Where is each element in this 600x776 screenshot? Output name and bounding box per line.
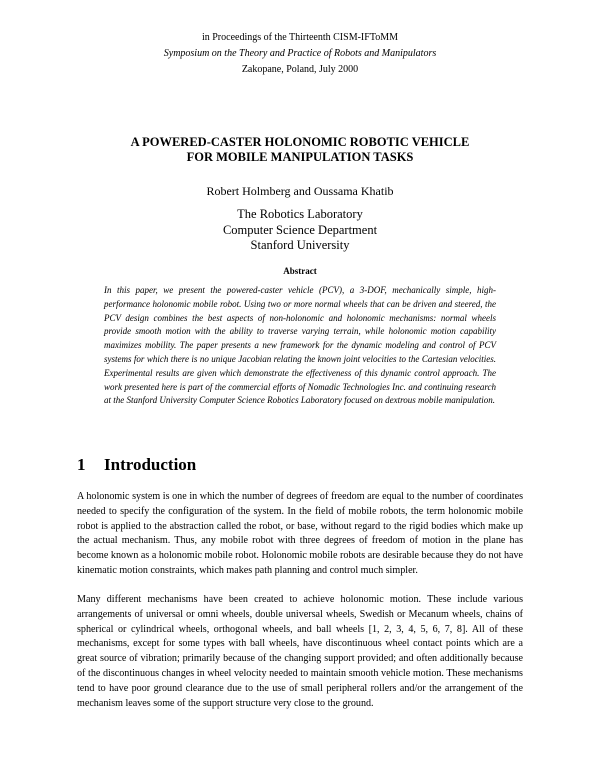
section-heading <box>77 455 196 475</box>
abstract-text: In this paper, we present the powered-caster vehicle (PCV), a 3-DOF, mechanically simple, high-performance holonomic mobile robot. Using two or more normal wheels that can be driven and steered, the PCV design combines the best aspects of non-holonomic and holonomic mechanisms: normal wheels provide smooth motion with the ability to traverse varying terrain, while holonomic motion capability maximizes mobility. The paper presents a new framework for the dynamic modeling and control of PCV systems for which there is no unique Jacobian relating the known joint velocities to the Cartesian velocities. Experimental results are given which demonstrate the effectiveness of this dynamic control approach. The work presented here is part of the commercial efforts of Nomadic Technologies Inc. and continuing research at the Stanford University Computer Science Robotics Laboratory focused on dextrous mobile manipulation. <box>104 285 496 406</box>
affiliation-line-1: The Robotics Laboratory <box>237 207 363 221</box>
header-line-2: Symposium on the Theory and Practice of Robots and Manipulators <box>163 48 437 59</box>
affiliation <box>0 207 600 254</box>
title-line-2: FOR MOBILE MANIPULATION TASKS <box>186 150 414 164</box>
body-paragraph-2: Many different mechanisms have been created to achieve holonomic motion. These include various arrangements of universal or omni wheels, double universal wheels, Swedish or Mecanum wheels, chains of spherical or cylindrical wheels, orthogonal wheels, and ball wheels [1, 2, 3, 4, 5, 6, 7, 8]. All of these mechanisms, except for some types with ball wheels, have discontinuous wheel contact points which are a great source of vibration; primarily because of the changing support provided; and often additionally because of the discontinuous changes in wheel velocity needed to maintain smooth vehicle motion. These mechanisms tend to have poor ground clearance due to the use of small peripheral rollers and/or the arrangement of the mechanism leaves some of the support structure very close to the ground. <box>77 594 523 709</box>
header-line-3: Zakopane, Poland, July 2000 <box>241 64 359 75</box>
proceedings-header <box>0 30 600 78</box>
affiliation-line-3: Stanford University <box>250 238 350 252</box>
section-title: Introduction <box>104 455 197 474</box>
affiliation-line-2: Computer Science Department <box>222 222 378 237</box>
title-line-1: A POWERED-CASTER HOLONOMIC ROBOTIC VEHICLE <box>130 135 470 149</box>
paper-title <box>0 135 600 165</box>
section-number: 1 <box>77 455 86 474</box>
header-line-1: in Proceedings of the Thirteenth CISM-IFToMM <box>201 32 399 43</box>
abstract-heading: Abstract <box>283 266 317 276</box>
body-paragraph-1: A holonomic system is one in which the number of degrees of freedom are equal to the number of coordinates needed to specify the configuration of the system. In the field of mobile robots, the term holonomic mobile robot is applied to the abstraction called the robot, or base, without regard to the rigid bodies which make up the actual mechanism. Thus, any mobile robot with three degrees of freedom of motion in the plane has become known as a holonomic mobile robot. Holonomic mobile robots are desirable because they do not have kinematic motion constraints, which makes path planning and control much simpler. <box>77 491 523 576</box>
authors: Robert Holmberg and Oussama Khatib <box>206 184 394 198</box>
